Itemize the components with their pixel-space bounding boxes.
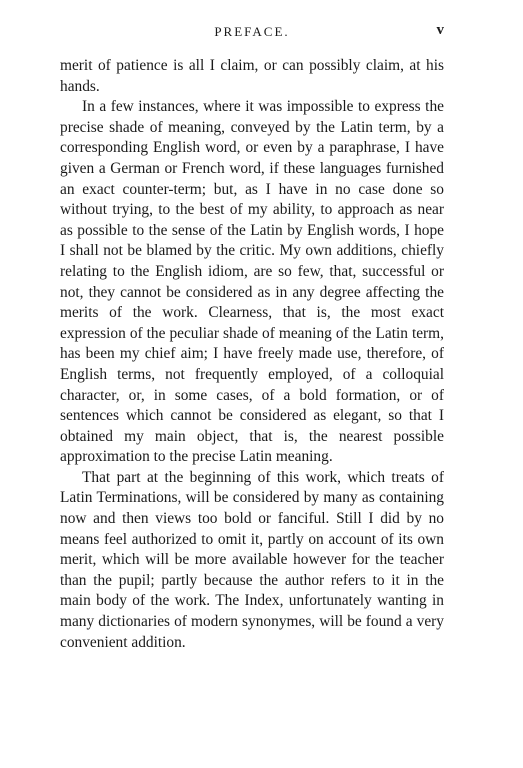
book-page <box>60 20 444 653</box>
paragraph-terminations: That part at the beginning of this work, which treats of Latin Terminations, will be considered by many as containing now and then views too bold or fanciful. Still I did by no means feel authorized to omit it, partly on account of its own merit, which will be more available however for the teacher than the pupil; partly because the author refers to it in the main body of the work. The Index, unfortunately wanting in many dictionaries of modern synonymes, will be found a very convenient addition. <box>60 468 444 651</box>
paragraph-translation-notes: In a few instances, where it was impossible to express the precise shade of meaning, conveyed by the Latin term, by a corresponding English word, or even by a paraphrase, I have given a German or French word, if these languages furnished an exact counter-term; but, as I have in no case done so without trying, to the best of my ability, to approach as near as possible to the sense of the Latin by English words, I hope I shall not be blamed by the critic. My own additions, chiefly relating to the English idiom, are so few, that, successful or not, they cannot be considered as in any degree affecting the merits of the work. Clearness, that is, the most exact expression of the peculiar shade of meaning of the Latin term, has been my chief aim; I have freely made use, therefore, of English terms, not frequently employed, of a colloquial character, or, in some cases, of a bold formation, or of sentences which cannot be considered as elegant, so that I obtained my main object, that is, the nearest possible approximation to the precise Latin meaning. <box>60 98 444 466</box>
running-title: PREFACE. <box>214 24 290 39</box>
body-text <box>60 56 444 653</box>
running-head <box>60 20 444 44</box>
paragraph-continuation: merit of patience is all I claim, or can possibly claim, at his hands. <box>60 57 444 95</box>
page-number: v <box>436 22 444 38</box>
